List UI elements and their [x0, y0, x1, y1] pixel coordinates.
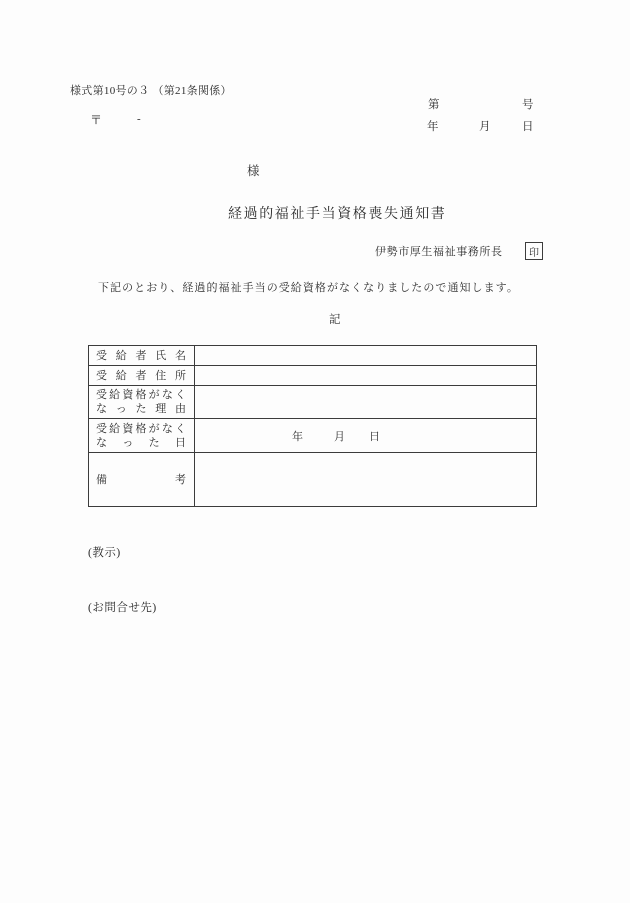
addressee-suffix: 様	[247, 164, 260, 178]
table-row-recipient-name	[89, 346, 537, 366]
issue-date-day-label: 日	[522, 121, 534, 133]
issuer-name: 伊勢市厚生福祉事務所長	[375, 246, 503, 258]
notification-body-text: 下記のとおり、経過的福祉手当の受給資格がなくなりましたので通知します。	[98, 282, 519, 294]
seal-label: 印	[529, 247, 539, 259]
recipient-address-value	[195, 366, 537, 386]
loss-reason-value	[195, 386, 537, 419]
document-title: 経過的福祉手当資格喪失通知書	[228, 207, 447, 222]
loss-reason-label-line1: 受給資格がなく	[96, 389, 186, 401]
loss-date-day-label: 日	[369, 430, 380, 443]
loss-date-value	[195, 428, 536, 444]
loss-date-month-label: 月	[334, 430, 345, 443]
remarks-label: 備考	[96, 473, 186, 486]
recipient-name-label: 受給者氏名	[96, 349, 186, 362]
recipient-details-table	[88, 345, 537, 507]
loss-date-label-line2: なった日	[96, 436, 186, 449]
form-number: 様式第10号の３ （第21条関係）	[70, 85, 232, 97]
remarks-value	[195, 453, 537, 507]
doc-number-prefix: 第	[428, 99, 440, 111]
recipient-name-value	[195, 346, 537, 366]
loss-date-label-line1: 受給資格がなく	[96, 422, 186, 435]
seal-stamp-box	[525, 242, 543, 260]
postal-code-dash: -	[137, 113, 141, 125]
loss-date-year-label: 年	[292, 430, 303, 443]
doc-number-suffix: 号	[522, 99, 534, 111]
postal-code-mark: 〒	[90, 113, 103, 127]
contact-info-label: (お問合せ先)	[88, 602, 157, 614]
table-row-loss-date	[89, 419, 537, 453]
table-row-loss-reason	[89, 386, 537, 419]
recipient-address-label: 受給者住所	[96, 369, 186, 382]
issue-date-year-label: 年	[427, 121, 439, 133]
appeal-notice-label: (教示)	[88, 547, 121, 559]
table-row-remarks	[89, 453, 537, 507]
issue-date-month-label: 月	[479, 121, 491, 133]
section-marker-ki: 記	[329, 314, 341, 326]
table-row-recipient-address	[89, 366, 537, 386]
loss-reason-label-line2: なった理由	[96, 403, 186, 415]
